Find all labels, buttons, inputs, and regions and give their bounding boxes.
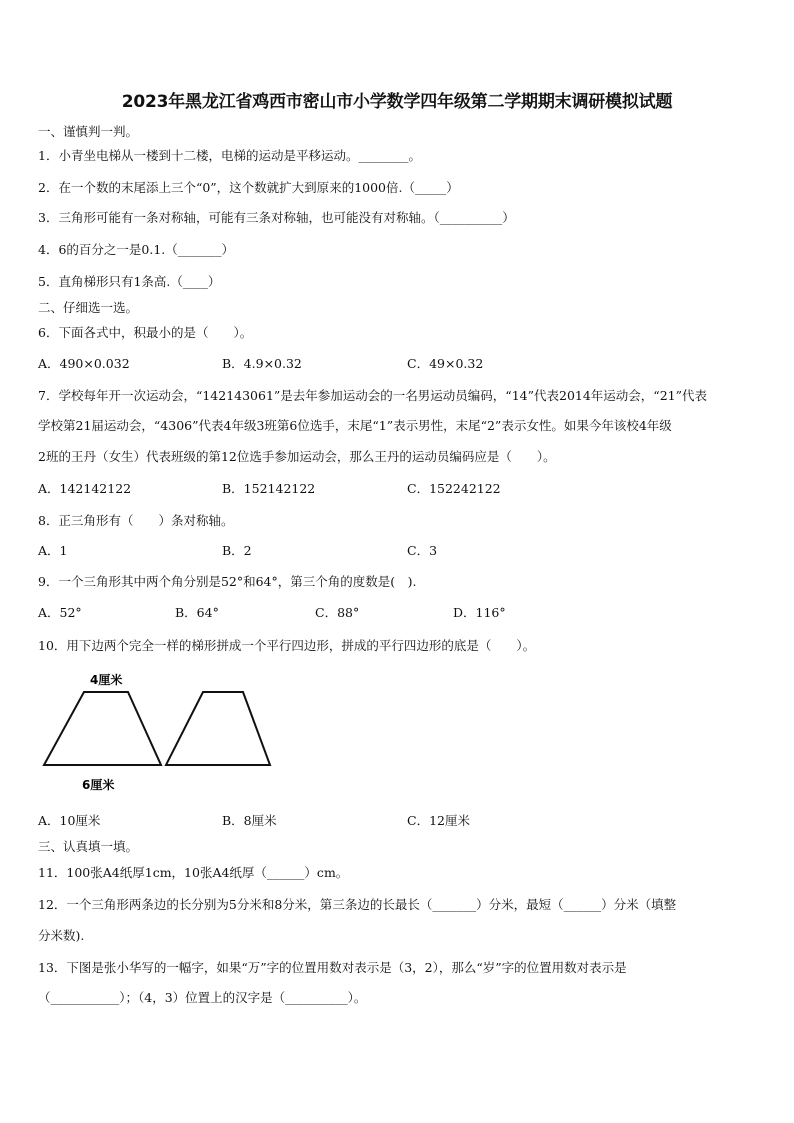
question-4: 4．6的百分之一是0.1.（_______） bbox=[38, 242, 235, 257]
trapezoid-top-label: 4厘米 bbox=[90, 673, 123, 687]
trapezoid-right bbox=[166, 692, 270, 765]
question-6-option-a: A．490×0.032 bbox=[38, 356, 130, 371]
question-6: 6．下面各式中，积最小的是（ ）。 bbox=[38, 325, 253, 340]
page-title: 2023年黑龙江省鸡西市密山市小学数学四年级第二学期期末调研模拟试题 bbox=[121, 92, 673, 112]
question-10: 10．用下边两个完全一样的梯形拼成一个平行四边形，拼成的平行四边形的底是（ ）。 bbox=[38, 638, 536, 653]
question-10-option-a: A．10厘米 bbox=[38, 813, 101, 828]
question-9-option-b: B．64° bbox=[175, 605, 219, 620]
question-10-option-b: B．8厘米 bbox=[222, 813, 277, 828]
question-8-option-a: A．1 bbox=[38, 543, 68, 558]
question-3: 3．三角形可能有一条对称轴，可能有三条对称轴，也可能没有对称轴。（__________） bbox=[38, 210, 515, 225]
question-9: 9．一个三角形其中两个角分别是52°和64°，第三个角的度数是( ). bbox=[38, 574, 417, 589]
question-7-option-c: C．152242122 bbox=[407, 481, 501, 496]
trapezoid-bottom-label: 6厘米 bbox=[82, 778, 115, 792]
question-8: 8．正三角形有（ ）条对称轴。 bbox=[38, 513, 234, 528]
question-9-option-c: C．88° bbox=[315, 605, 360, 620]
question-10-option-c: C．12厘米 bbox=[407, 813, 470, 828]
section-heading-1: 一、谨慎判一判。 bbox=[38, 124, 139, 139]
question-1: 1．小青坐电梯从一楼到十二楼，电梯的运动是平移运动。________。 bbox=[38, 148, 421, 163]
question-8-option-b: B．2 bbox=[222, 543, 252, 558]
question-12-line-1: 12．一个三角形两条边的长分别为5分米和8分米，第三条边的长最长（_______）分米，最短（______）分米（填整 bbox=[38, 897, 677, 912]
question-13-line-1: 13．下图是张小华写的一幅字，如果“万”字的位置用数对表示是（3，2），那么“岁”字的位置用数对表示是 bbox=[38, 960, 627, 975]
question-9-option-a: A．52° bbox=[38, 605, 82, 620]
question-6-option-c: C．49×0.32 bbox=[407, 356, 484, 371]
question-7-line-3: 2班的王丹（女生）代表班级的第12位选手参加运动会，那么王丹的运动员编码应是（ ）。 bbox=[38, 449, 556, 464]
question-11: 11．100张A4纸厚1cm，10张A4纸厚（______）cm。 bbox=[38, 865, 349, 880]
question-13-line-2: （___________）；（4，3）位置上的汉字是（__________）。 bbox=[38, 990, 367, 1005]
question-7-line-2: 学校第21届运动会，“4306”代表4年级3班第6位选手，末尾“1”表示男性，末尾“2”表示女性。如果今年该校4年级 bbox=[38, 418, 672, 433]
section-heading-2: 二、仔细选一选。 bbox=[38, 300, 139, 315]
question-7-line-1: 7．学校每年开一次运动会，“142143061”是去年参加运动会的一名男运动员编码，“14”代表2014年运动会，“21”代表 bbox=[38, 388, 707, 403]
trapezoid-figure bbox=[38, 670, 278, 800]
question-7-option-a: A．142142122 bbox=[38, 481, 132, 496]
question-12-line-2: 分米数). bbox=[38, 928, 85, 943]
question-7-option-b: B．152142122 bbox=[222, 481, 316, 496]
trapezoid-left bbox=[44, 692, 161, 765]
question-5: 5．直角梯形只有1条高.（____） bbox=[38, 274, 221, 289]
question-8-option-c: C．3 bbox=[407, 543, 438, 558]
question-6-option-b: B．4.9×0.32 bbox=[222, 356, 302, 371]
question-9-option-d: D．116° bbox=[453, 605, 506, 620]
section-heading-3: 三、认真填一填。 bbox=[38, 839, 139, 854]
question-2: 2．在一个数的末尾添上三个“0”，这个数就扩大到原来的1000倍.（_____） bbox=[38, 180, 459, 195]
